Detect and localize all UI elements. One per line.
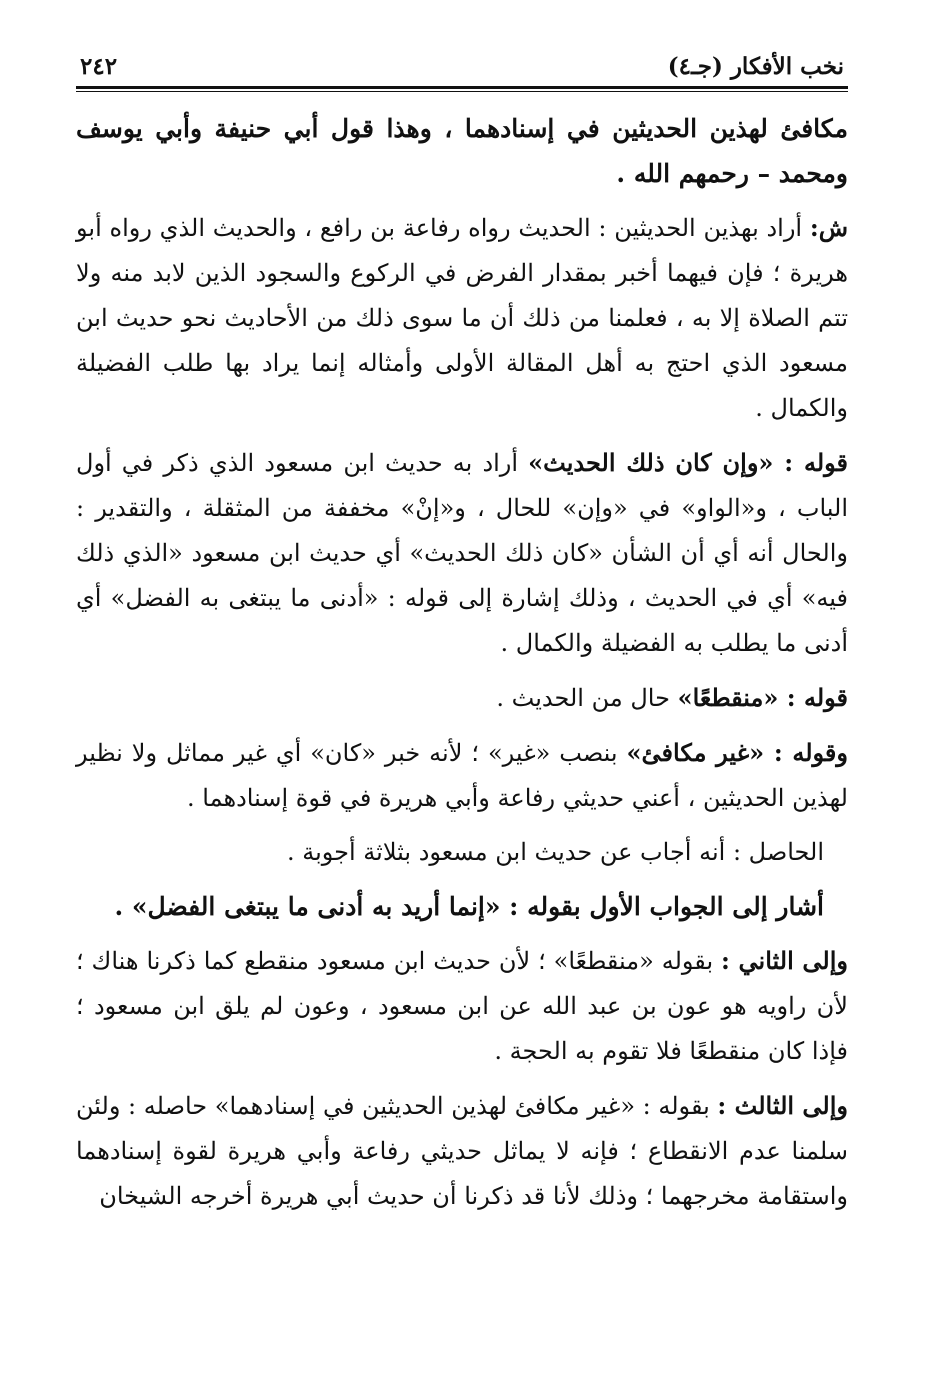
paragraph-text: مكافئ لهذين الحديثين في إسنادهما ، وهذا قول أبي حنيفة وأبي يوسف ومحمد – رحمهم الله . — [76, 114, 848, 188]
commentary-paragraph — [76, 938, 848, 1074]
paragraph-lead: ش: — [809, 213, 848, 242]
commentary-paragraph — [76, 675, 848, 721]
commentary-paragraph — [76, 884, 848, 929]
paragraph-lead: قوله : «وإن كان ذلك الحديث» — [528, 448, 848, 477]
header-rule — [76, 86, 848, 89]
running-head — [76, 40, 848, 80]
paragraph-text: بنصب «غير» ؛ لأنه خبر «كان» أي غير مماثل ولا نظير لهذين الحديثين ، أعني حديثي رفاعة وأبي هريرة في قوة إسنادهما . — [76, 739, 848, 812]
commentary-paragraph — [76, 830, 848, 875]
body-text — [76, 106, 848, 1219]
page-number: ٢٤٢ — [80, 53, 118, 80]
commentary-paragraph — [76, 730, 848, 821]
paragraph-text: بقوله : «غير مكافئ لهذين الحديثين في إسنادهما» حاصله : ولئن سلمنا عدم الانقطاع ؛ فإنه لا يماثل حديثي رفاعة وأبي هريرة لقوة إسنادهما واستقامة مخرجهما ؛ وذلك لأنا قد ذكرنا أن حديث أبي هريرة أخرجه الشيخان — [76, 1092, 848, 1210]
paragraph-lead: وإلى الثاني : — [721, 946, 848, 975]
paragraph-text: أشار إلى الجواب الأول بقوله : «إنما أريد به أدنى ما يبتغى الفضل» . — [114, 892, 824, 921]
commentary-paragraph — [76, 1083, 848, 1219]
book-title: نخب الأفكار (جـ٤) — [667, 53, 844, 80]
commentary-paragraph — [76, 205, 848, 431]
commentary-paragraph — [76, 440, 848, 666]
paragraph-lead: وإلى الثالث : — [717, 1091, 848, 1120]
header-rule-thin — [76, 91, 848, 92]
quoted-text-paragraph — [76, 106, 848, 196]
paragraph-lead: قوله : «منقطعًا» — [677, 683, 848, 712]
paragraph-text: الحاصل : أنه أجاب عن حديث ابن مسعود بثلاثة أجوبة . — [286, 838, 824, 866]
paragraph-text: أراد به حديث ابن مسعود الذي ذكر في أول الباب ، و«الواو» في «وإن» للحال ، و«إنْ» مخففة من المثقلة ، والتقدير : والحال أنه أي أن الشأن «كان ذلك الحديث» أي حديث ابن مسعود «الذي ذلك فيه» أي في الحديث ، وذلك إشارة إلى قوله : «أدنى ما يبتغى به الفضل» أي أدنى ما يطلب به الفضيلة والكمال . — [76, 449, 849, 657]
paragraph-text: حال من الحديث . — [496, 684, 678, 712]
paragraph-lead: وقوله : «غير مكافئ» — [626, 738, 848, 767]
book-page — [76, 40, 848, 1228]
paragraph-text: أراد بهذين الحديثين : الحديث رواه رفاعة بن رافع ، والحديث الذي رواه أبو هريرة ؛ فإن فيهما أخبر بمقدار الفرض في الركوع والسجود الذين لابد منه ولا تتم الصلاة إلا به ، فعلمنا من ذلك أن ما سوى ذلك من الأحاديث نحو حديث ابن مسعود الذي احتج به أهل المقالة الأولى وأمثاله إنما يراد بها طلب الفضيلة والكمال . — [76, 214, 848, 422]
paragraph-text: بقوله «منقطعًا» ؛ لأن حديث ابن مسعود منقطع كما ذكرنا هناك ؛ لأن راويه هو عون بن عبد الله عن ابن مسعود ، وعون لم يلق ابن مسعود ؛ فإذا كان منقطعًا فلا تقوم به الحجة . — [76, 947, 848, 1065]
